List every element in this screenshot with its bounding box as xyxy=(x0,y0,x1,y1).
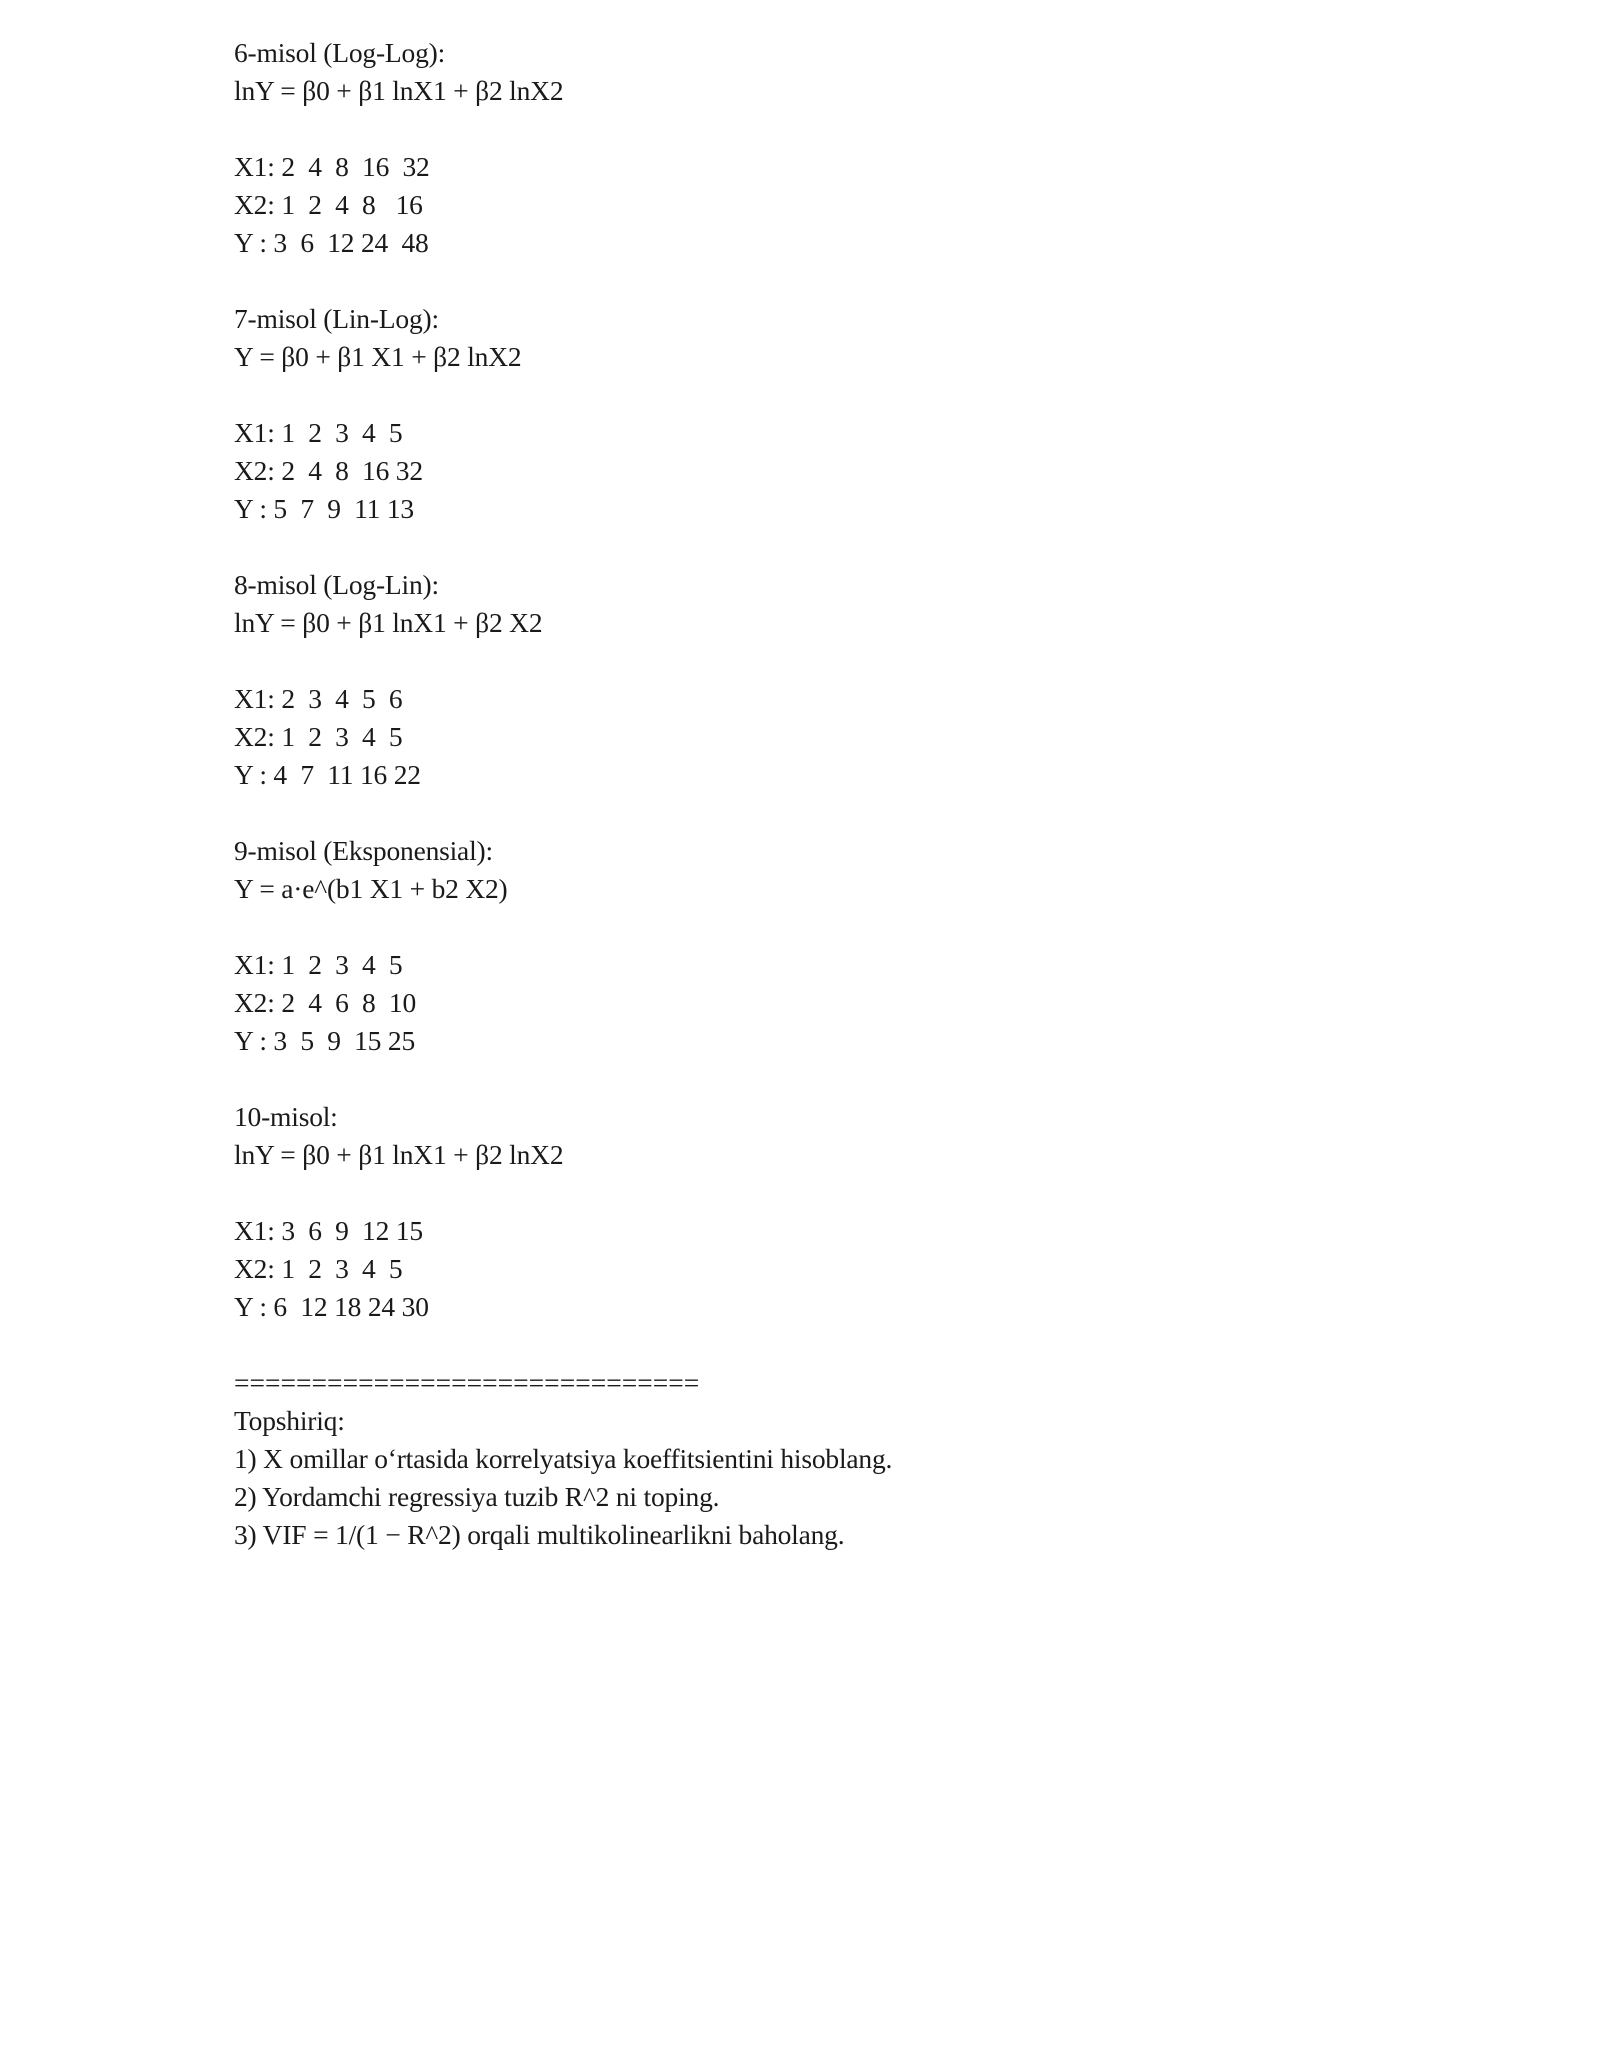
data-row-y: Y : 6 12 18 24 30 xyxy=(234,1291,429,1322)
task-item: 1) X omillar o‘rtasida korrelyatsiya koeffitsientini hisoblang. xyxy=(234,1443,893,1474)
task-item: 3) VIF = 1/(1 − R^2) orqali multikolinearlikni baholang. xyxy=(234,1519,845,1550)
example-block xyxy=(234,566,1434,794)
data-row-x2: X2: 1 2 3 4 5 xyxy=(234,721,403,752)
data-row-x2: X2: 1 2 4 8 16 xyxy=(234,189,423,220)
example-formula: lnY = β0 + β1 lnX1 + β2 lnX2 xyxy=(234,75,564,106)
data-row-y: Y : 3 6 12 24 48 xyxy=(234,227,429,258)
task-block xyxy=(234,1402,1434,1554)
example-block xyxy=(234,300,1434,528)
task-title: Topshiriq: xyxy=(234,1405,345,1436)
data-row-x2: X2: 2 4 6 8 10 xyxy=(234,987,417,1018)
data-row-x1: X1: 2 3 4 5 6 xyxy=(234,683,403,714)
example-title: 10-misol: xyxy=(234,1101,338,1132)
example-formula: lnY = β0 + β1 lnX1 + β2 X2 xyxy=(234,607,543,638)
data-row-y: Y : 4 7 11 16 22 xyxy=(234,759,421,790)
data-row-x1: X1: 2 4 8 16 32 xyxy=(234,151,430,182)
example-block xyxy=(234,1098,1434,1326)
document-page xyxy=(234,34,1434,1554)
data-row-x1: X1: 3 6 9 12 15 xyxy=(234,1215,423,1246)
separator-line: ============================== xyxy=(234,1367,700,1398)
data-row-x1: X1: 1 2 3 4 5 xyxy=(234,949,403,980)
data-row-y: Y : 5 7 9 11 13 xyxy=(234,493,414,524)
task-item: 2) Yordamchi regressiya tuzib R^2 ni toping. xyxy=(234,1481,720,1512)
example-formula: Y = a·e^(b1 X1 + b2 X2) xyxy=(234,873,508,904)
example-title: 6-misol (Log-Log): xyxy=(234,37,446,68)
data-row-x1: X1: 1 2 3 4 5 xyxy=(234,417,403,448)
example-formula: Y = β0 + β1 X1 + β2 lnX2 xyxy=(234,341,522,372)
example-block xyxy=(234,34,1434,262)
data-row-x2: X2: 2 4 8 16 32 xyxy=(234,455,423,486)
example-title: 9-misol (Eksponensial): xyxy=(234,835,493,866)
example-block xyxy=(234,832,1434,1060)
example-title: 7-misol (Lin-Log): xyxy=(234,303,439,334)
example-formula: lnY = β0 + β1 lnX1 + β2 lnX2 xyxy=(234,1139,564,1170)
data-row-y: Y : 3 5 9 15 25 xyxy=(234,1025,416,1056)
example-title: 8-misol (Log-Lin): xyxy=(234,569,439,600)
data-row-x2: X2: 1 2 3 4 5 xyxy=(234,1253,403,1284)
